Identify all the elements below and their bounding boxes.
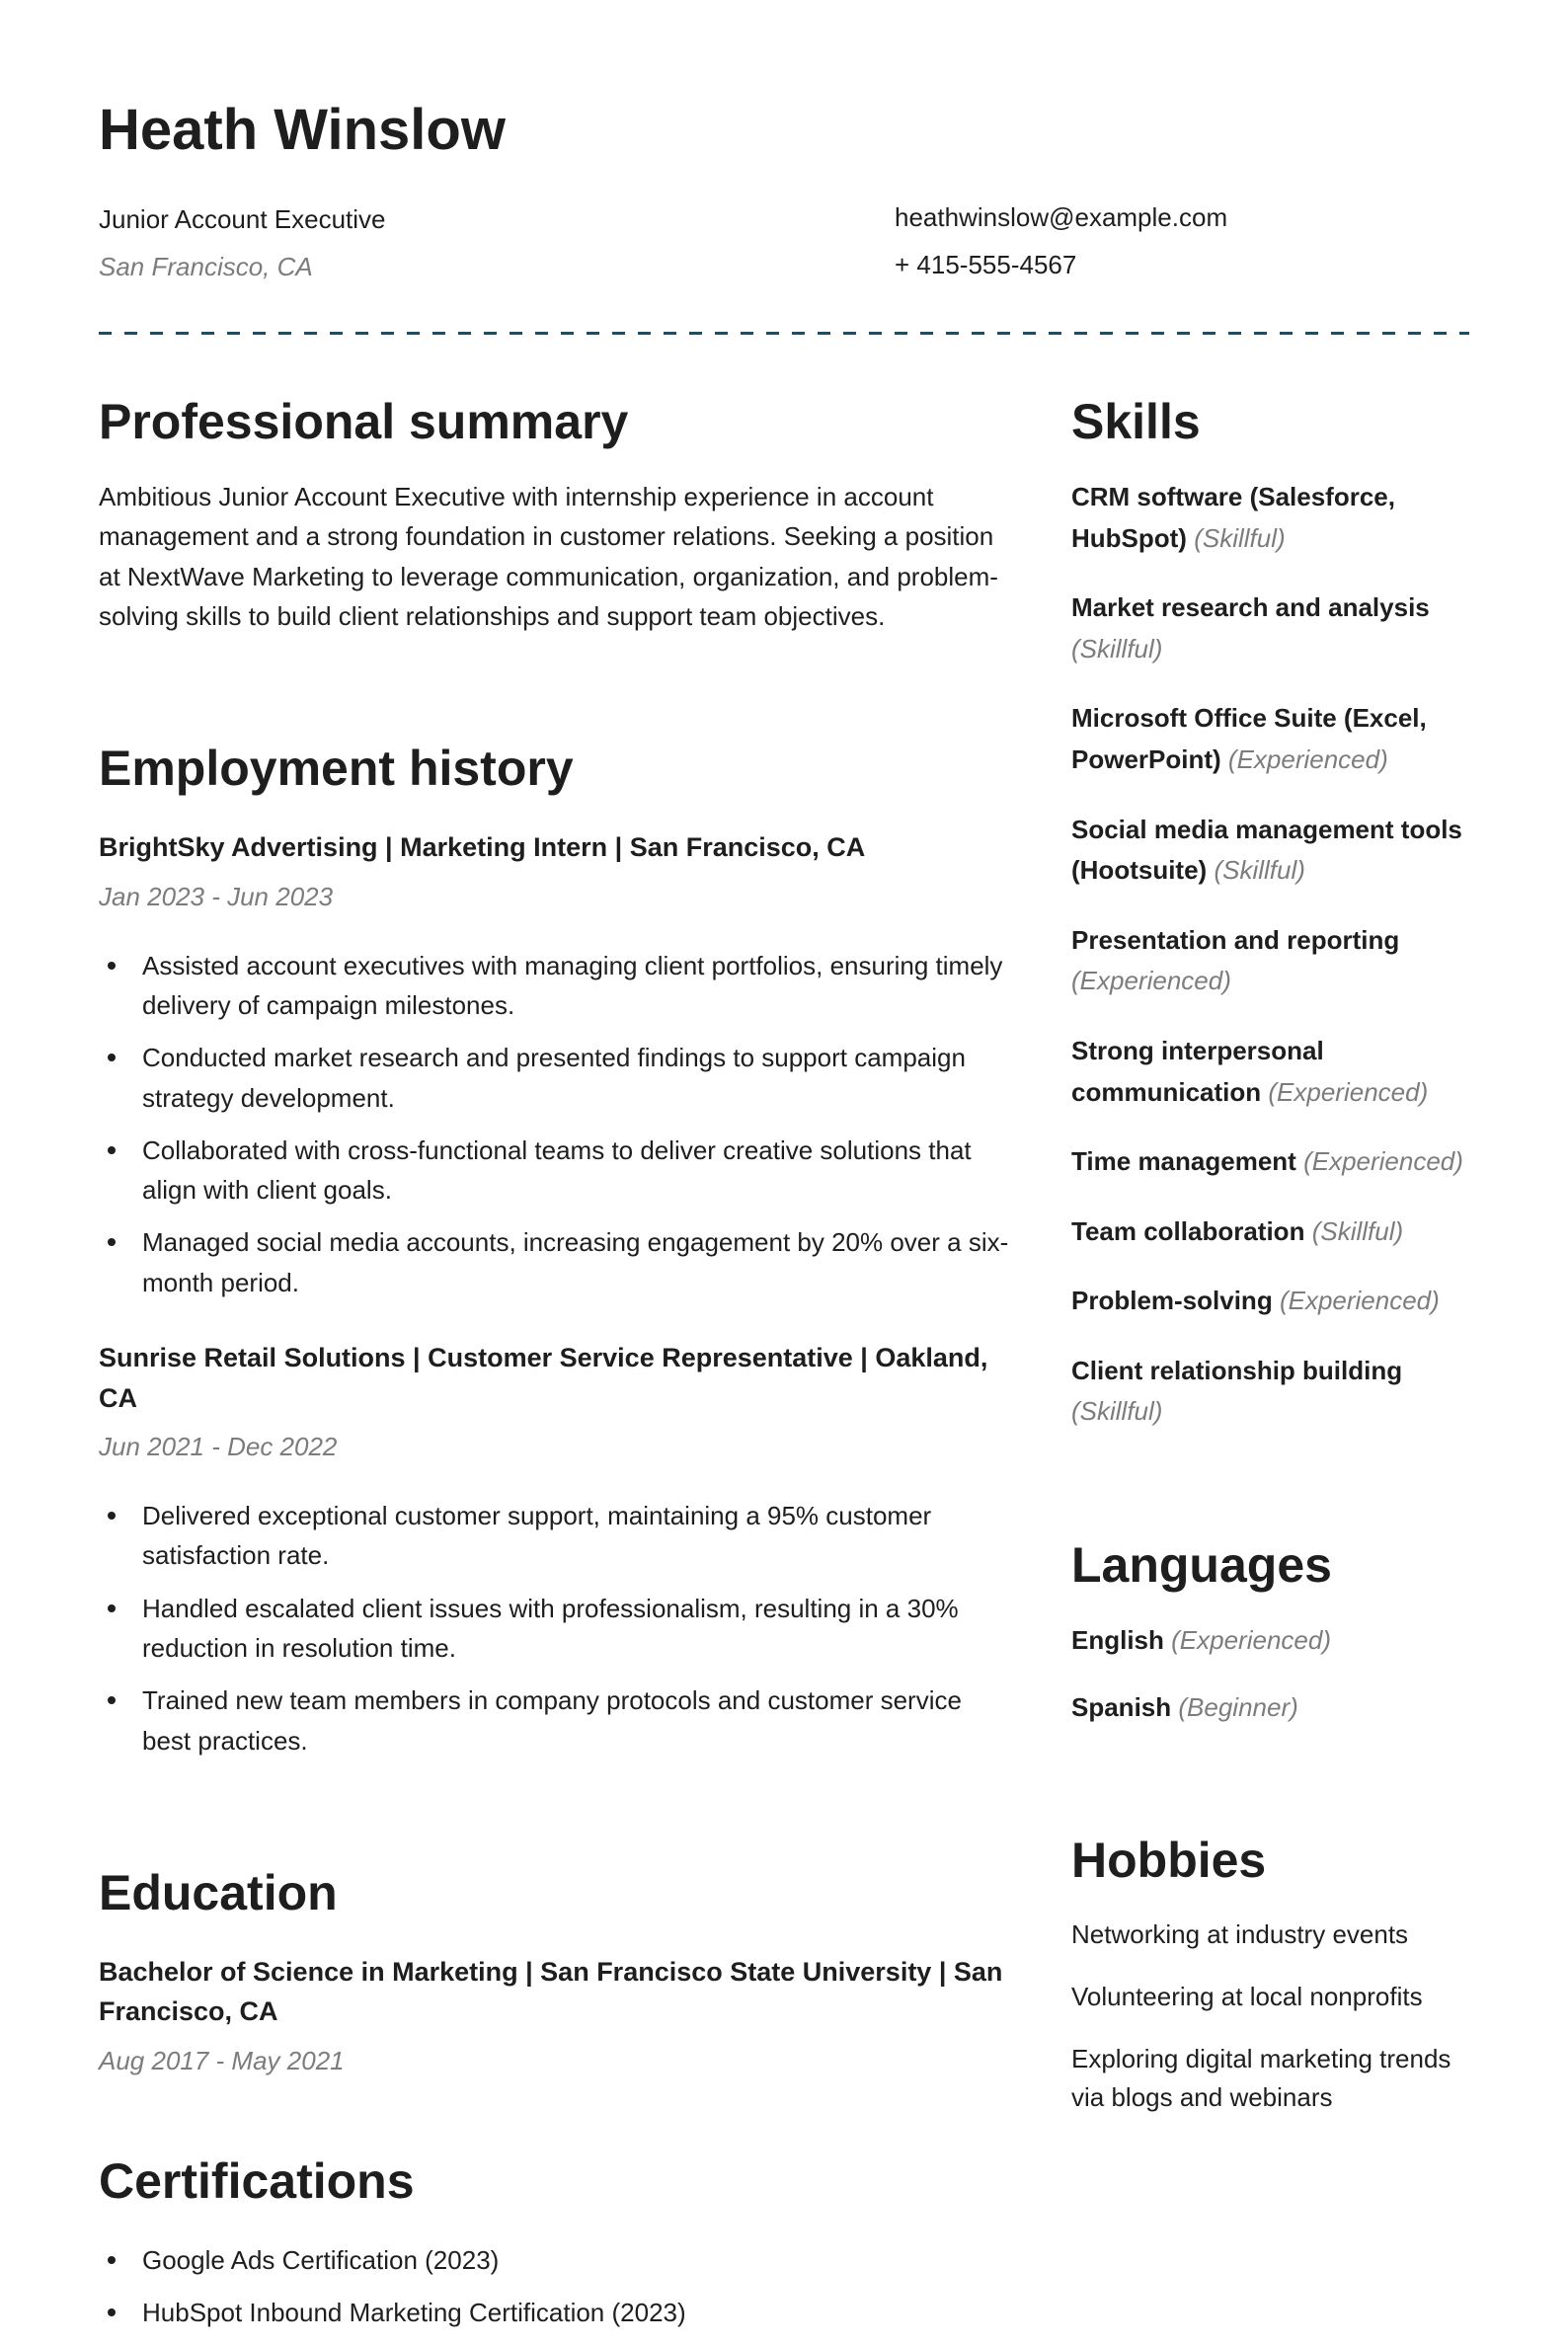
language-level: (Beginner)	[1178, 1691, 1298, 1722]
section-education	[99, 1863, 1017, 2080]
job-bullet: Handled escalated client issues with professionalism, resulting in a 30% reduction in resolution time.	[99, 1589, 1017, 1669]
skill-entry	[1071, 1281, 1469, 1322]
certifications-list	[99, 2240, 1017, 2333]
skill-level: (Skillful)	[1311, 1215, 1404, 1246]
job-dates: Jan 2023 - Jun 2023	[99, 881, 334, 911]
hobby-item: Networking at industry events	[1071, 1919, 1409, 1950]
job-bullet: Managed social media accounts, increasing engagement by 20% over a six-month period.	[99, 1222, 1017, 1302]
main-column	[99, 335, 1017, 2345]
skill-level: (Experienced)	[1268, 1076, 1429, 1107]
candidate-location: San Francisco, CA	[99, 251, 313, 281]
skill-name: Problem-solving	[1071, 1286, 1273, 1316]
skill-name: Social media management tools (Hootsuite)	[1071, 814, 1462, 886]
section-certifications	[99, 2151, 1017, 2333]
job-title-line: Sunrise Retail Solutions | Customer Service Representative | Oakland, CA	[99, 1343, 988, 1413]
skill-level: (Experienced)	[1279, 1286, 1440, 1316]
language-level: (Experienced)	[1171, 1625, 1331, 1656]
skill-entry	[1071, 587, 1469, 669]
skill-entry	[1071, 477, 1469, 559]
skill-level: (Experienced)	[1071, 966, 1231, 996]
hobbies-heading: Hobbies	[1071, 1833, 1267, 1889]
job-bullet: Trained new team members in company protocols and customer service best practices.	[99, 1681, 1017, 1760]
skill-name: Presentation and reporting	[1071, 924, 1400, 955]
skill-entry	[1071, 1351, 1469, 1433]
employment-history-heading: Employment history	[99, 741, 574, 797]
skill-entry	[1071, 698, 1469, 780]
job-dates: Jun 2021 - Dec 2022	[99, 1432, 338, 1462]
skill-name: Time management	[1071, 1146, 1296, 1177]
job-bullet-list	[99, 946, 1017, 1302]
language-entry	[1071, 1620, 1469, 1662]
skill-entry	[1071, 920, 1469, 1002]
education-degree-line: Bachelor of Science in Marketing | San Francisco State University | San Francisco, CA	[99, 1956, 1003, 2027]
job-bullet: Delivered exceptional customer support, maintaining a 95% customer satisfaction rate.	[99, 1496, 1017, 1576]
skill-name: Team collaboration	[1071, 1215, 1305, 1246]
language-name: Spanish	[1071, 1691, 1172, 1722]
skill-name: Market research and analysis	[1071, 592, 1430, 623]
skill-name: Client relationship building	[1071, 1355, 1403, 1385]
header-identity	[99, 99, 895, 290]
job-title-line: BrightSky Advertising | Marketing Intern | San Francisco, CA	[99, 832, 866, 863]
job-bullet: Collaborated with cross-functional teams to deliver creative solutions that align with client goals.	[99, 1131, 1017, 1211]
section-hobbies	[1071, 1831, 1469, 2117]
skill-level: (Skillful)	[1071, 633, 1163, 664]
job-bullet-list	[99, 1496, 1017, 1760]
job-bullet: Conducted market research and presented findings to support campaign strategy development.	[99, 1038, 1017, 1118]
skill-name: CRM software (Salesforce, HubSpot)	[1071, 481, 1395, 553]
language-name: English	[1071, 1625, 1164, 1656]
job-bullet: Assisted account executives with managing client portfolios, ensuring timely delivery of campaign milestones.	[99, 946, 1017, 1026]
skill-name: Strong interpersonal communication	[1071, 1035, 1324, 1107]
language-entry	[1071, 1687, 1469, 1729]
skill-entry	[1071, 1031, 1469, 1113]
skill-level: (Experienced)	[1303, 1146, 1463, 1177]
skill-level: (Experienced)	[1227, 743, 1388, 774]
skill-entry	[1071, 1141, 1469, 1183]
skill-entry	[1071, 1212, 1469, 1253]
education-heading: Education	[99, 1864, 338, 1920]
certification-item: Google Ads Certification (2023)	[99, 2240, 1017, 2280]
hobby-item: Exploring digital marketing trends via blogs and webinars	[1071, 2044, 1451, 2113]
skills-heading: Skills	[1071, 393, 1201, 449]
section-professional-summary	[99, 392, 1017, 636]
skill-level: (Skillful)	[1214, 855, 1305, 886]
skill-level: (Skillful)	[1071, 1396, 1163, 1427]
section-languages	[1071, 1535, 1469, 1728]
section-skills	[1071, 392, 1469, 1433]
job-entry	[99, 827, 1017, 1302]
job-entry	[99, 1338, 1017, 1760]
languages-heading: Languages	[1071, 1537, 1332, 1594]
candidate-phone: + 415-555-4567	[895, 249, 1077, 279]
skill-name: Microsoft Office Suite (Excel, PowerPoint)	[1071, 703, 1427, 774]
education-dates: Aug 2017 - May 2021	[99, 2045, 345, 2075]
skill-entry	[1071, 810, 1469, 892]
certification-item: HubSpot Inbound Marketing Certification (2023)	[99, 2293, 1017, 2332]
professional-summary-text: Ambitious Junior Account Executive with internship experience in account management and a strong foundation in customer relations. Seeking a position at NextWave Marketing to leverage communication, organization, and problem-solving skills to build client relationships and support team objectives.	[99, 481, 998, 631]
candidate-name: Heath Winslow	[99, 98, 506, 162]
header-contact	[895, 194, 1469, 290]
skill-level: (Skillful)	[1194, 522, 1286, 553]
candidate-email: heathwinslow@example.com	[895, 201, 1228, 232]
candidate-job-title: Junior Account Executive	[99, 203, 386, 234]
certifications-heading: Certifications	[99, 2152, 415, 2209]
side-column	[1071, 335, 1469, 2345]
professional-summary-heading: Professional summary	[99, 393, 629, 449]
resume-body	[99, 335, 1469, 2345]
resume-header	[99, 99, 1469, 290]
section-employment-history	[99, 739, 1017, 1760]
hobby-item: Volunteering at local nonprofits	[1071, 1982, 1423, 2012]
